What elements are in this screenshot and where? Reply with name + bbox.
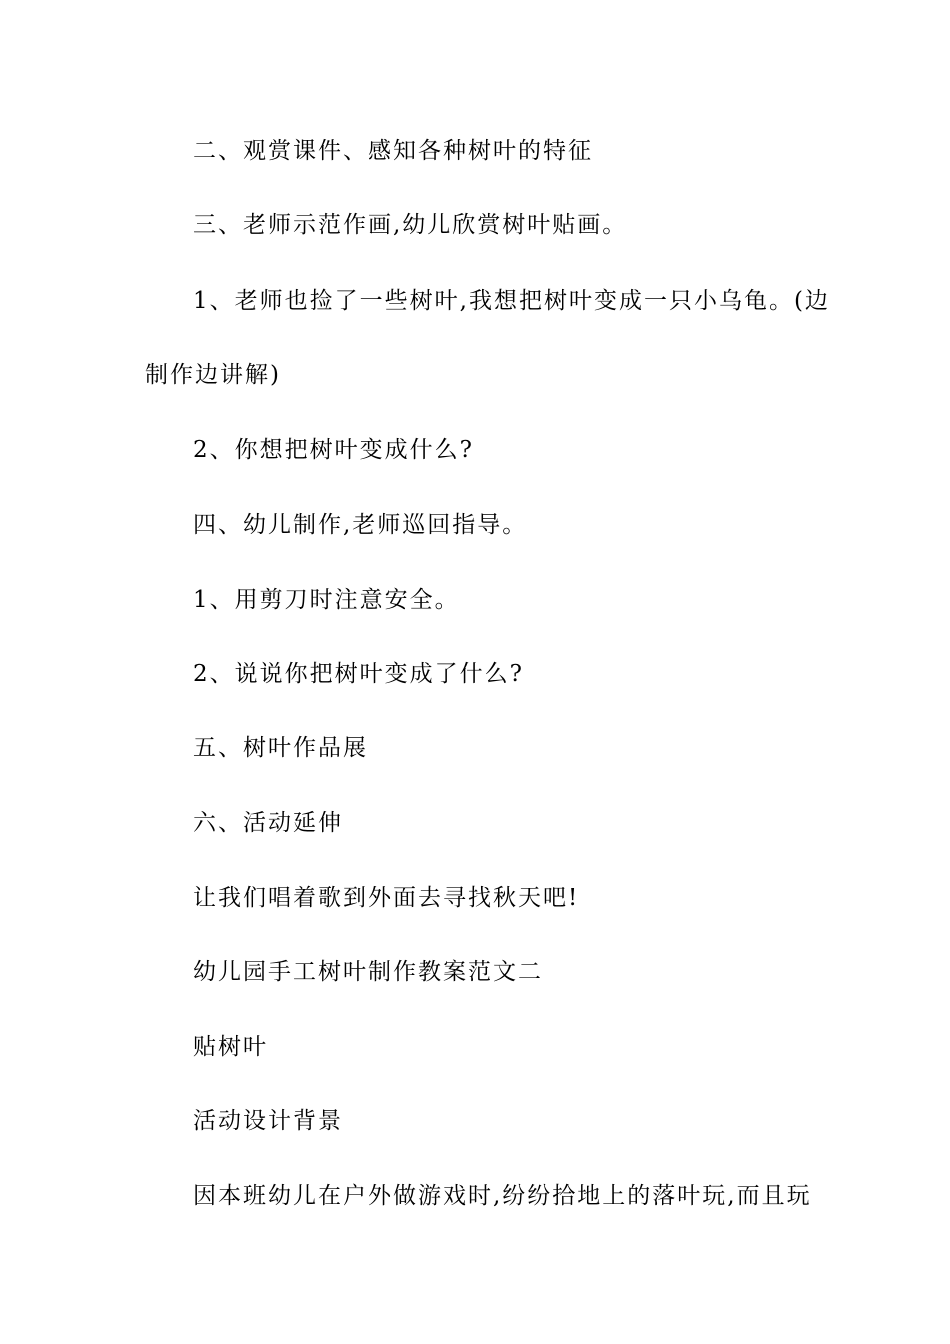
paragraph-line: 1、用剪刀时注意安全。: [193, 587, 460, 613]
paragraph-line: 六、活动延伸: [193, 810, 343, 836]
paragraph-line: 制作边讲解): [145, 362, 281, 388]
paragraph-line: 2、说说你把树叶变成了什么?: [193, 661, 524, 687]
paragraph-line: 2、你想把树叶变成什么?: [193, 437, 474, 463]
paragraph-line: 活动设计背景: [193, 1108, 343, 1134]
paragraph-line: 因本班幼儿在户外做游戏时,纷纷拾地上的落叶玩,而且玩: [193, 1183, 812, 1209]
paragraph-line: 幼儿园手工树叶制作教案范文二: [193, 959, 543, 985]
paragraph-line: 三、老师示范作画,幼儿欣赏树叶贴画。: [193, 212, 628, 238]
paragraph-line: 贴树叶: [193, 1034, 268, 1060]
paragraph-line: 让我们唱着歌到外面去寻找秋天吧!: [193, 885, 580, 911]
paragraph-line: 二、观赏课件、感知各种树叶的特征: [193, 138, 593, 164]
paragraph-line: 五、树叶作品展: [193, 735, 368, 761]
paragraph-line: 四、幼儿制作,老师巡回指导。: [193, 512, 528, 538]
paragraph-line: 1、老师也捡了一些树叶,我想把树叶变成一只小乌龟。(边: [193, 288, 830, 314]
